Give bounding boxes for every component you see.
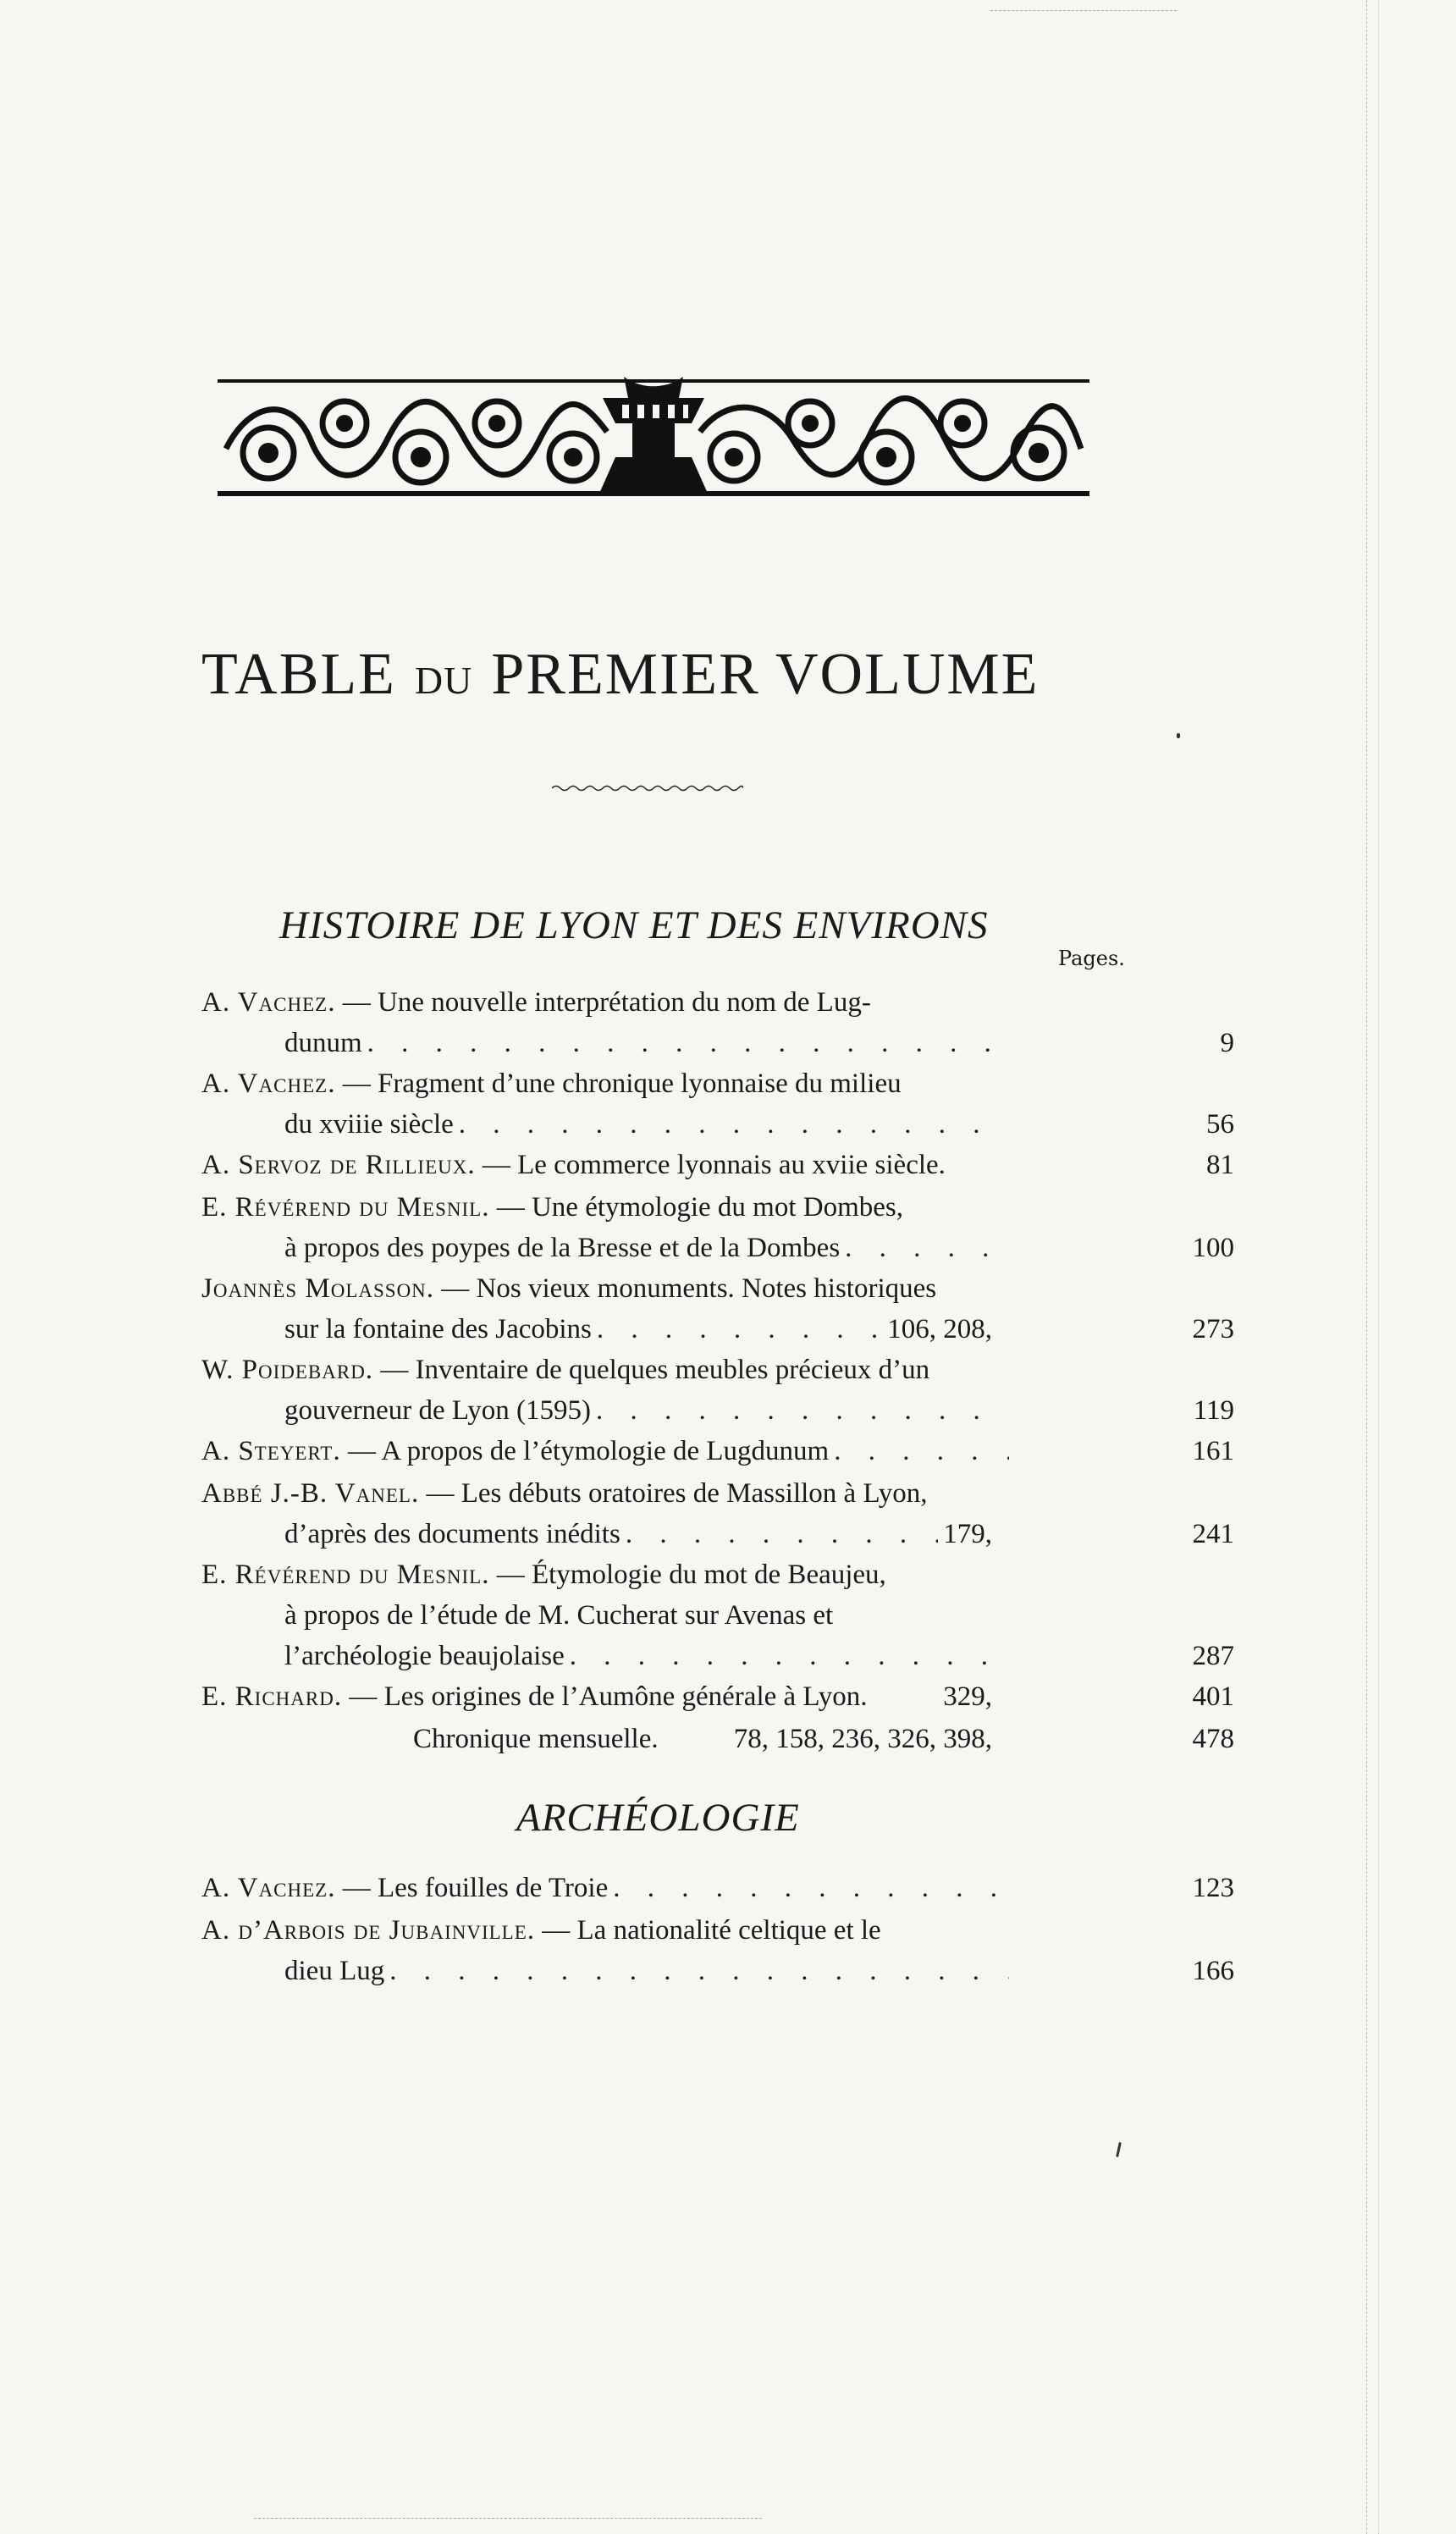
title-word-du: DU (414, 659, 473, 702)
toc-author: A. Vachez. (201, 1068, 336, 1099)
section-heading: ARCHÉOLOGIE (516, 1796, 800, 1840)
toc-entry (201, 1268, 1234, 1350)
toc-author: Joannès Molasson. (201, 1273, 435, 1304)
toc-entry-title: gouverneur de Lyon (1595) (284, 1395, 591, 1426)
toc-page-number: 161 (1192, 1436, 1234, 1466)
toc-entry (201, 1554, 1234, 1676)
toc-author: A. d’Arbois de Jubainville. (201, 1915, 536, 1946)
title-word-table: TABLE (201, 642, 396, 707)
toc-extra-pages: 78, 158, 236, 326, 398, (733, 1724, 992, 1754)
title-underline-ornament (552, 784, 743, 792)
toc-page-number: 401 (1192, 1681, 1234, 1712)
leader-dots (834, 1431, 1009, 1471)
toc-entry (201, 1431, 1234, 1471)
pages-column-label: Pages. (1058, 947, 1125, 970)
leader-dots (459, 1104, 1009, 1145)
toc-entry-title: du xviiie siècle (284, 1109, 454, 1140)
toc-page-number: 119 (1193, 1395, 1234, 1426)
toc-extra-pages: 106, 208, (887, 1314, 992, 1344)
scan-bottom-mark (254, 2518, 762, 2519)
leader-dots (613, 1868, 1009, 1908)
toc-entry (201, 1145, 1234, 1185)
decorative-ornament-band (218, 373, 1089, 504)
toc-page-number: 123 (1192, 1873, 1234, 1903)
leader-dots (845, 1228, 1009, 1268)
toc-entry (201, 1350, 1234, 1431)
toc-entry-title: l’archéologie beaujolaise (284, 1641, 565, 1671)
toc-page-number: 9 (1220, 1028, 1234, 1058)
toc-entry-title: — La nationalité celtique et le (542, 1915, 881, 1946)
toc-entry-title: — Une étymologie du mot Dombes, (496, 1192, 903, 1223)
toc-entry-title: — Fragment d’une chronique lyonnaise du milieu (342, 1068, 902, 1099)
toc-entry (201, 1676, 1234, 1717)
leader-dots (570, 1636, 1009, 1676)
leader-dots (596, 1390, 1009, 1431)
toc-page-number: 100 (1192, 1233, 1234, 1263)
toc-author: E. Richard. (201, 1681, 343, 1712)
ink-speck (1116, 2142, 1122, 2157)
toc-entry-title: — Les débuts oratoires de Massillon à Lyon, (426, 1478, 928, 1509)
toc-page-number: 166 (1192, 1956, 1234, 1986)
toc-extra-pages: 329, (943, 1681, 992, 1712)
toc-page-number: 56 (1206, 1109, 1234, 1140)
toc-entry-title: — A propos de l’étymologie de Lugdunum (347, 1436, 830, 1466)
toc-entry-title: — Les origines de l’Aumône générale à Lyon. (349, 1681, 868, 1712)
page-title (201, 637, 1116, 719)
toc-author: E. Révérend du Mesnil. (201, 1192, 490, 1223)
toc-entry (201, 1473, 1234, 1554)
toc-entry-title: dieu Lug (284, 1956, 385, 1986)
toc-entry (201, 1719, 1234, 1759)
toc-page-number: 81 (1206, 1150, 1234, 1180)
leader-dots (389, 1951, 1009, 1991)
scan-top-mark (990, 10, 1177, 11)
scan-edge-line-2 (1378, 0, 1379, 2534)
toc-entry-title: sur la fontaine des Jacobins (284, 1314, 592, 1344)
toc-entry-title: — Les fouilles de Troie (342, 1873, 609, 1903)
toc-page-number: 478 (1192, 1724, 1234, 1754)
toc-extra-pages: 179, (943, 1519, 992, 1549)
toc-page-number: 287 (1192, 1641, 1234, 1671)
toc-entry-title: — Une nouvelle interprétation du nom de Lug- (342, 987, 871, 1018)
toc-author: Abbé J.-B. Vanel. (201, 1478, 420, 1509)
section-heading: HISTOIRE DE LYON ET DES ENVIRONS (279, 903, 989, 947)
leader-dots (597, 1309, 882, 1350)
title-word-premier-volume: PREMIER VOLUME (491, 642, 1040, 707)
toc-author: A. Vachez. (201, 1873, 336, 1903)
toc-entry-title: — Étymologie du mot de Beaujeu, (496, 1560, 886, 1590)
toc-author: A. Vachez. (201, 987, 336, 1018)
toc-entry (201, 1868, 1234, 1908)
toc-author: E. Révérend du Mesnil. (201, 1560, 490, 1590)
leader-dots (626, 1514, 938, 1554)
toc-entry-title: Chronique mensuelle. (413, 1724, 659, 1754)
toc-entry-title: — Nos vieux monuments. Notes historiques (441, 1273, 937, 1304)
toc-entry (201, 1063, 1234, 1145)
toc-page-number: 273 (1192, 1314, 1234, 1344)
toc-author: A. Servoz de Rillieux. (201, 1150, 476, 1180)
toc-entry (201, 1187, 1234, 1268)
toc-entry-title: à propos des poypes de la Bresse et de la Dombes (284, 1233, 841, 1263)
leader-dots (367, 1023, 1009, 1063)
ink-speck (1177, 733, 1180, 738)
toc-entry (201, 1910, 1234, 1991)
toc-entry-title: — Le commerce lyonnais au xviie siècle. (482, 1150, 946, 1180)
toc-entry-title: d’après des documents inédits (284, 1519, 620, 1549)
toc-entry-title: dunum (284, 1028, 362, 1058)
toc-author: A. Steyert. (201, 1436, 341, 1466)
toc-page-number: 241 (1192, 1519, 1234, 1549)
toc-entry-title: à propos de l’étude de M. Cucherat sur Avenas et (284, 1600, 834, 1631)
toc-entry (201, 982, 1234, 1063)
toc-author: W. Poidebard. (201, 1355, 374, 1385)
scan-edge-line (1366, 0, 1367, 2534)
toc-entry-title: — Inventaire de quelques meubles précieux d’un (380, 1355, 930, 1385)
